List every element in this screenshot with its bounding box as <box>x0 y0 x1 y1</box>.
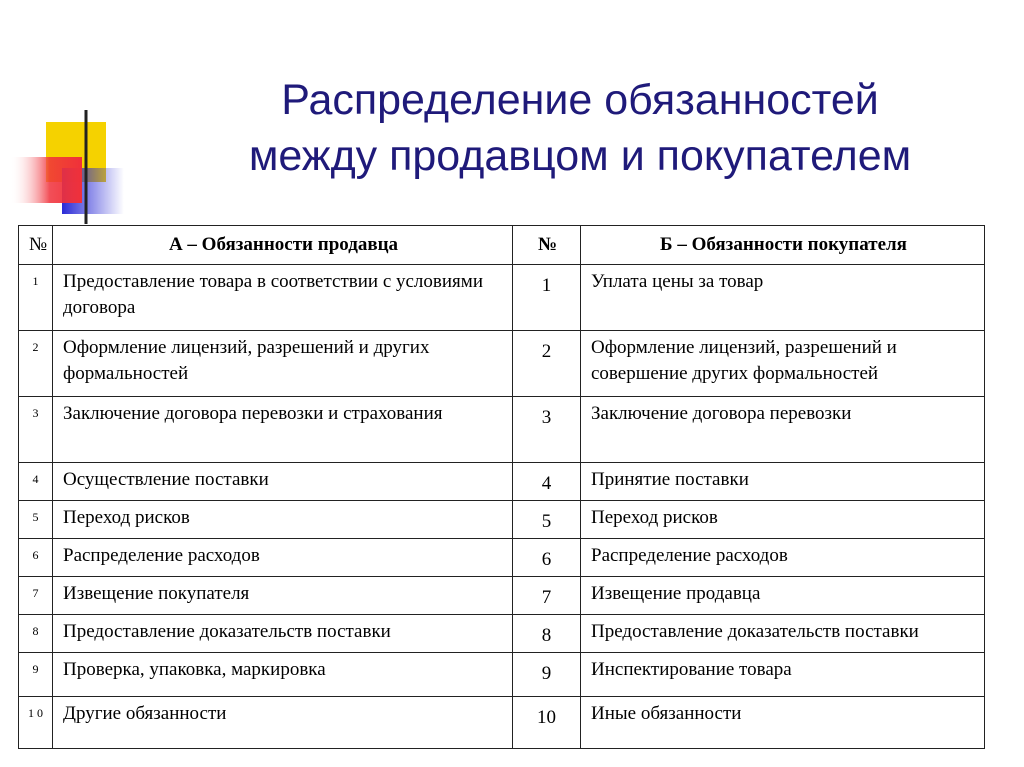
buyer-duty: Уплата цены за товар <box>581 265 985 331</box>
row-number: 9 <box>19 653 53 697</box>
table-row <box>19 397 985 463</box>
row-number: 1 <box>19 265 53 331</box>
table-row <box>19 697 985 749</box>
red-square <box>10 157 82 203</box>
table-row <box>19 653 985 697</box>
row-number: 3 <box>19 397 53 463</box>
buyer-duty: Распределение расходов <box>581 539 985 577</box>
buyer-number: 2 <box>513 331 581 397</box>
buyer-number: 3 <box>513 397 581 463</box>
table-row <box>19 501 985 539</box>
buyer-number: 9 <box>513 653 581 697</box>
row-number: 1 0 <box>19 697 53 749</box>
seller-duty: Заключение договора перевозки и страхования <box>53 397 513 463</box>
table-row <box>19 463 985 501</box>
buyer-number: 5 <box>513 501 581 539</box>
buyer-duty: Принятие поставки <box>581 463 985 501</box>
buyer-duty: Переход рисков <box>581 501 985 539</box>
duties-table <box>18 225 985 749</box>
row-number: 7 <box>19 577 53 615</box>
seller-duty: Проверка, упаковка, маркировка <box>53 653 513 697</box>
buyer-number: 8 <box>513 615 581 653</box>
buyer-number: 1 <box>513 265 581 331</box>
table-header-row <box>19 226 985 265</box>
buyer-number: 10 <box>513 697 581 749</box>
seller-duty: Оформление лицензий, разрешений и других формальностей <box>53 331 513 397</box>
header-num-right: № <box>513 226 581 265</box>
buyer-number: 6 <box>513 539 581 577</box>
seller-duty: Переход рисков <box>53 501 513 539</box>
title-line-2: между продавцом и покупателем <box>248 132 912 180</box>
row-number: 4 <box>19 463 53 501</box>
table-row <box>19 331 985 397</box>
table-row <box>19 539 985 577</box>
buyer-duty: Предоставление доказательств поставки <box>581 615 985 653</box>
row-number: 2 <box>19 331 53 397</box>
row-number: 5 <box>19 501 53 539</box>
buyer-number: 7 <box>513 577 581 615</box>
header-buyer: Б – Обязанности покупателя <box>581 226 985 265</box>
seller-duty: Предоставление товара в соответствии с условиями договора <box>53 265 513 331</box>
seller-duty: Другие обязанности <box>53 697 513 749</box>
seller-duty: Извещение покупателя <box>53 577 513 615</box>
table-row <box>19 615 985 653</box>
buyer-duty: Оформление лицензий, разрешений и совершение других формальностей <box>581 331 985 397</box>
seller-duty: Распределение расходов <box>53 539 513 577</box>
header-seller: А – Обязанности продавца <box>53 226 513 265</box>
buyer-duty: Инспектирование товара <box>581 653 985 697</box>
seller-duty: Предоставление доказательств поставки <box>53 615 513 653</box>
row-number: 6 <box>19 539 53 577</box>
table-row <box>19 577 985 615</box>
buyer-number: 4 <box>513 463 581 501</box>
header-num-left: № <box>19 226 53 265</box>
seller-duty: Осуществление поставки <box>53 463 513 501</box>
row-number: 8 <box>19 615 53 653</box>
buyer-duty: Заключение договора перевозки <box>581 397 985 463</box>
title-line-1: Распределение обязанностей <box>281 76 879 124</box>
table-row <box>19 265 985 331</box>
page-title <box>150 72 1010 184</box>
buyer-duty: Иные обязанности <box>581 697 985 749</box>
buyer-duty: Извещение продавца <box>581 577 985 615</box>
